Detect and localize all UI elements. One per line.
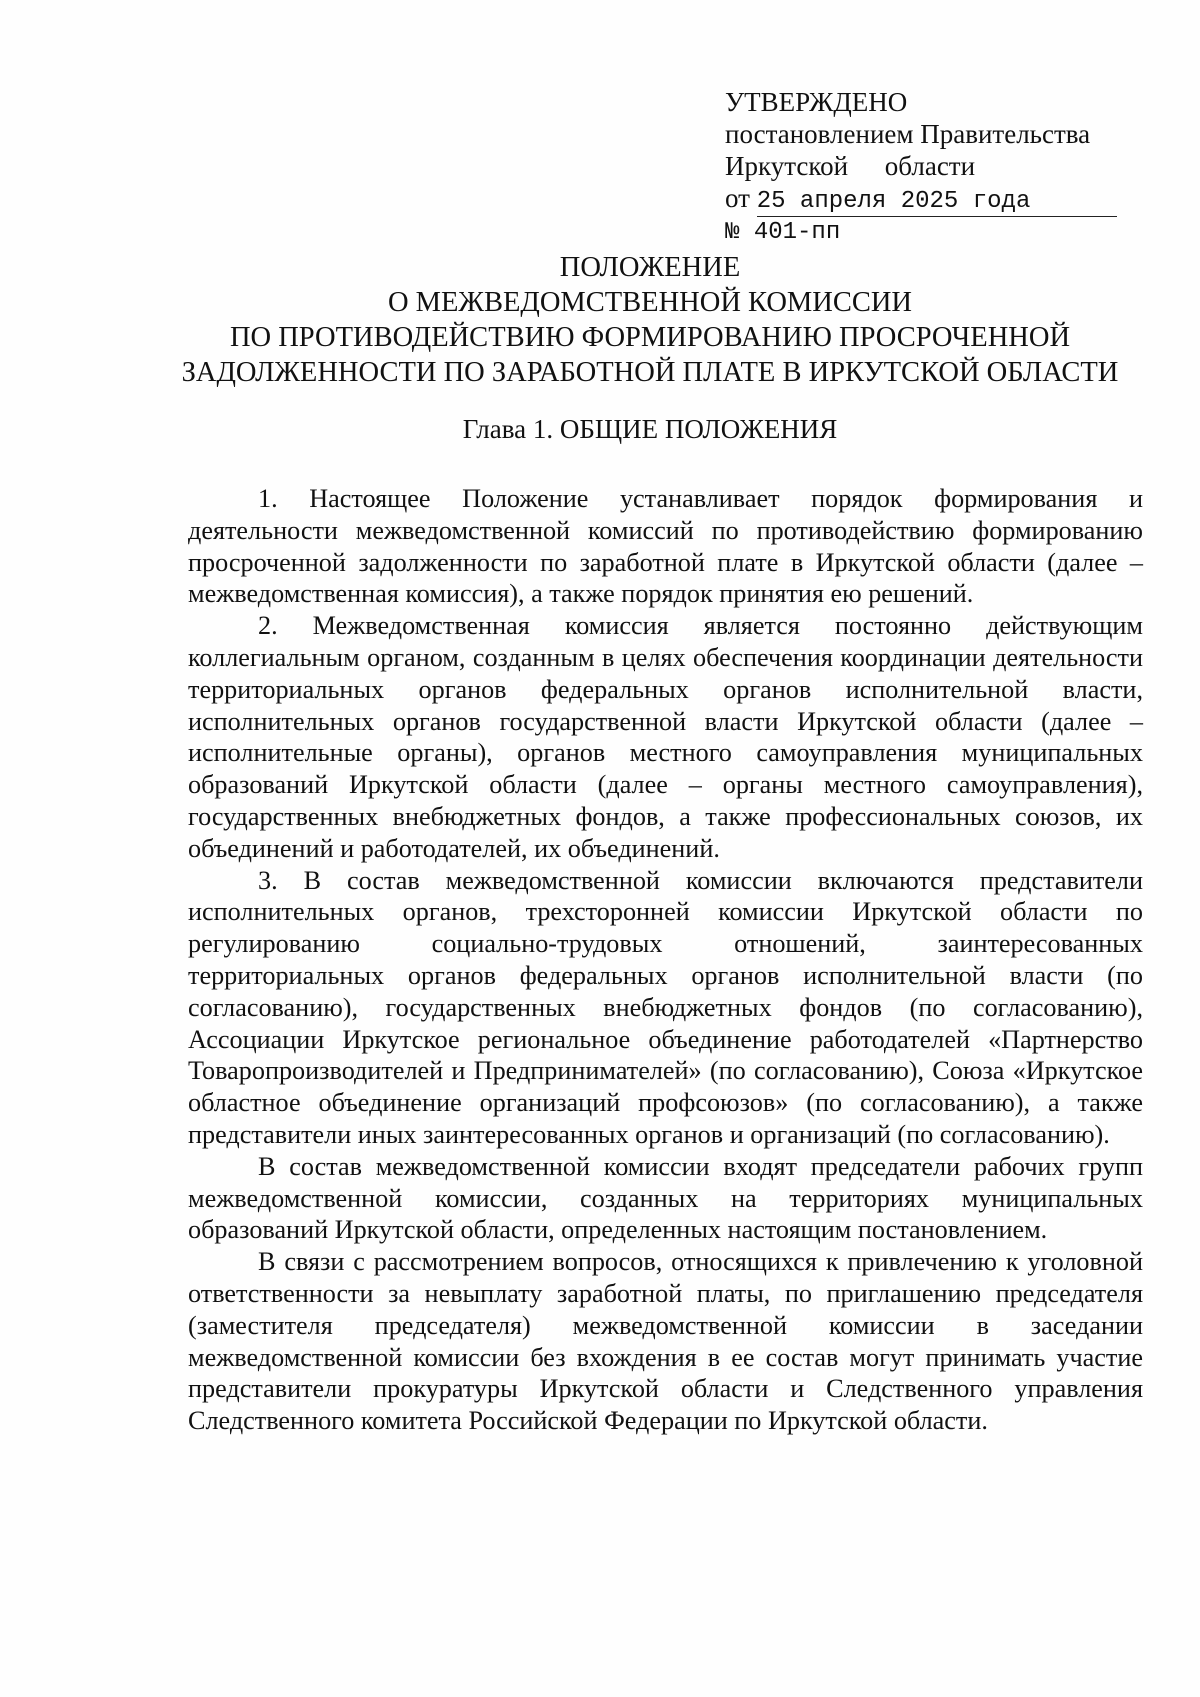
- paragraph-1: 1. Настоящее Положение устанавливает порядок формирования и деятельности межведомственной комиссий по противодействию формированию просроченной задолженности по заработной плате в Иркутской области (далее – межведомственная комиссия), а также порядок принятия ею решений.: [188, 484, 1143, 609]
- resolution-date: 25 апреля 2025 года: [757, 188, 1117, 217]
- paragraph-2: 2. Межведомственная комиссия является постоянно действующим коллегиальным органом, созданным в целях обеспечения координации деятельности территориальных органов федеральных органов исполнительной власти, исполнительных органов государственной власти Иркутской области (далее – исполнительные органы), органов местного самоуправления муниципальных образований Иркутской области (далее – органы местного самоуправления), государственных внебюджетных фондов, а также профессиональных союзов, их объединений и работодателей, их объединений.: [188, 611, 1143, 863]
- document-title: [170, 250, 1130, 390]
- region-line: Иркутской области: [725, 151, 976, 181]
- title-line-4: ЗАДОЛЖЕННОСТИ ПО ЗАРАБОТНОЙ ПЛАТЕ В ИРКУТСКОЙ ОБЛАСТИ: [181, 357, 1119, 388]
- date-prefix: от: [725, 183, 750, 213]
- paragraph-3: 3. В состав межведомственной комиссии включаются представители исполнительных органов, трехсторонней комиссии Иркутской области по регулированию социально-трудовых отношений, заинтересованных территориальных органов федеральных органов исполнительной власти (по согласованию), государственных внебюджетных фондов (по согласованию), Ассоциации Иркутское региональное объединение работодателей «Партнерство Товаропроизводителей и Предпринимателей» (по согласованию), Союза «Иркутское областное объединение организаций профсоюзов» (по согласованию), а также представители иных заинтересованных органов и организаций (по согласованию).: [188, 865, 1143, 1149]
- document-body: [188, 483, 1143, 1437]
- paragraph-4: В состав межведомственной комиссии входят председатели рабочих групп межведомственной комиссии, созданных на территориях муниципальных образований Иркутской области, определенных настоящим постановлением.: [188, 1151, 1143, 1245]
- title-line-2: О МЕЖВЕДОМСТВЕННОЙ КОМИССИИ: [387, 287, 913, 318]
- title-line-3: ПО ПРОТИВОДЕЙСТВИЮ ФОРМИРОВАНИЮ ПРОСРОЧЕННОЙ: [229, 322, 1071, 353]
- approval-stamp: [725, 86, 1117, 249]
- date-row: [725, 182, 1117, 217]
- approved-label: УТВЕРЖДЕНО: [725, 87, 908, 117]
- title-line-1: ПОЛОЖЕНИЕ: [559, 252, 741, 283]
- paragraph-5: В связи с рассмотрением вопросов, относящихся к привлечению к уголовной ответственности за невыплату заработной платы, по приглашению председателя (заместителя председателя) межведомственной комиссии в заседании межведомственной комиссии без вхождения в ее состав могут принимать участие представители прокуратуры Иркутской области и Следственного управления Следственного комитета Российской Федерации по Иркутской области.: [188, 1247, 1143, 1436]
- resolution-number: 401-пп: [753, 219, 841, 246]
- chapter-heading: Глава 1. ОБЩИЕ ПОЛОЖЕНИЯ: [462, 414, 838, 444]
- number-row: [725, 217, 1117, 249]
- number-sign: №: [725, 219, 740, 246]
- resolution-line: постановлением Правительства: [725, 119, 1091, 149]
